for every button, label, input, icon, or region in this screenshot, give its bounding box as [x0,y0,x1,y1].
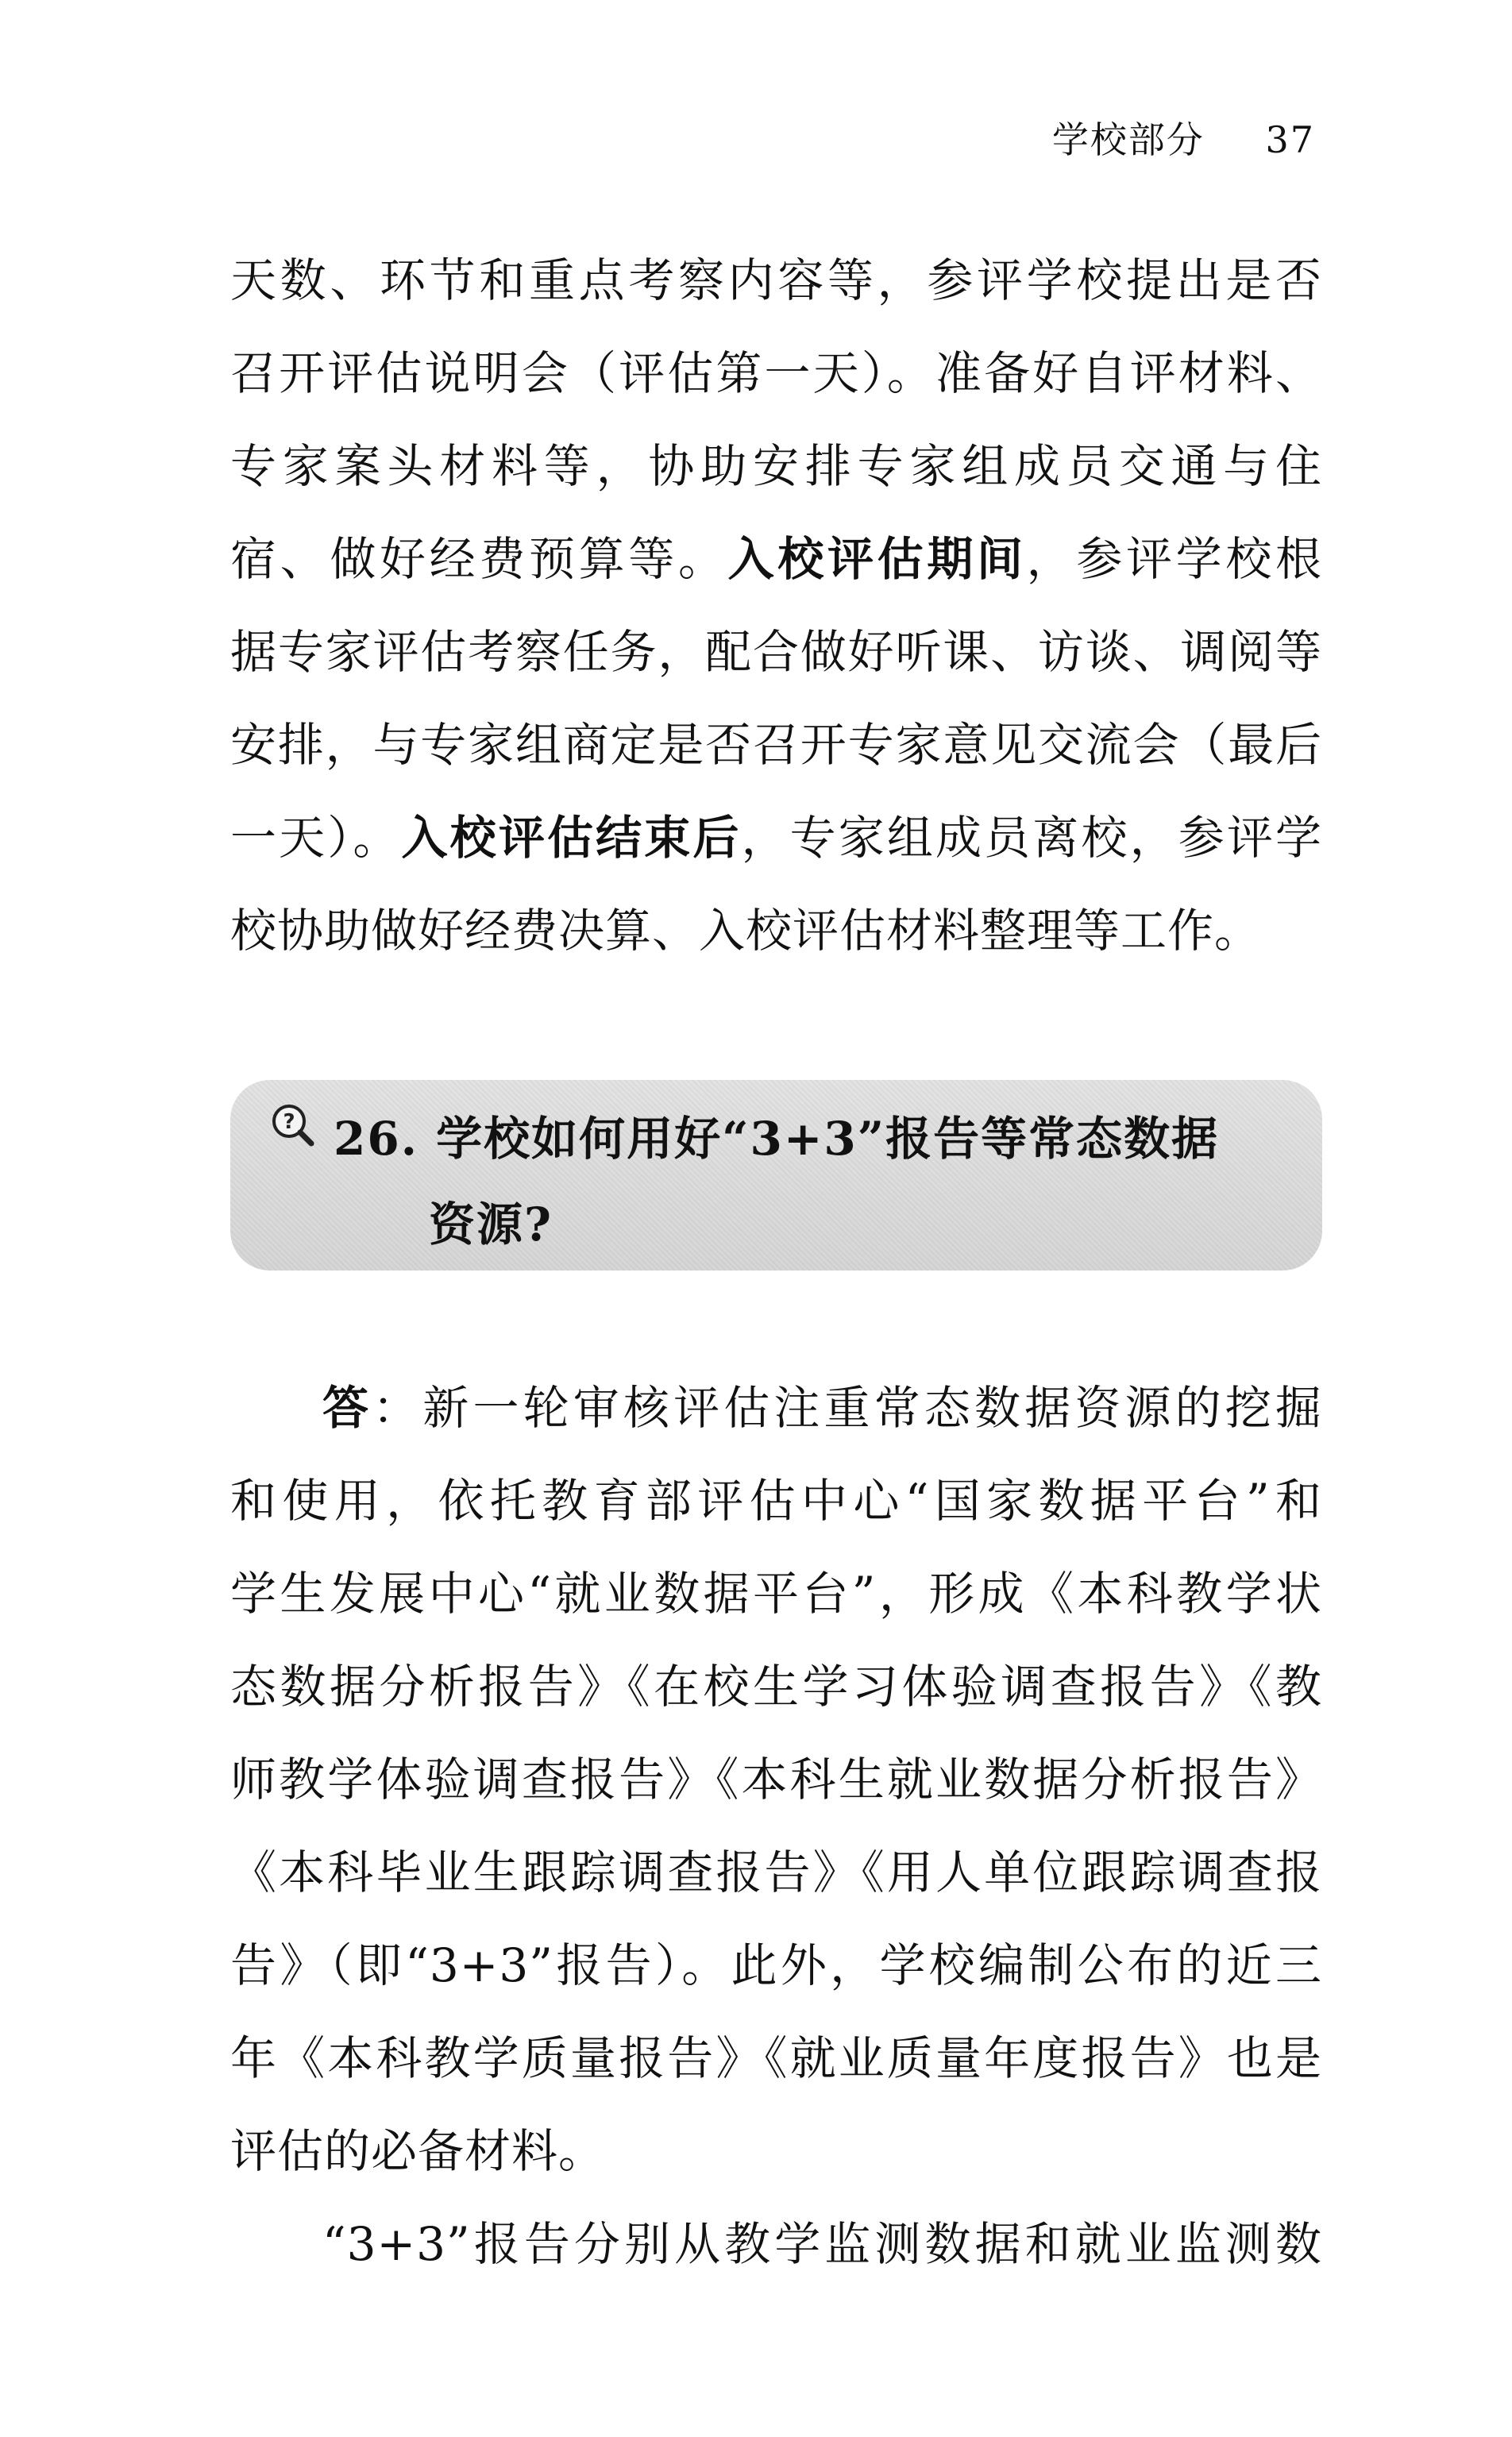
question-line-2: 资源? [429,1197,553,1251]
text-line: 天数、环节和重点考察内容等，参评学校提出是否 [230,253,1322,307]
text-line: 校协助做好经费决算、入校评估材料整理等工作。 [230,904,1262,958]
text-line: 告》（即“3+3”报告）。此外，学校编制公布的近三 [230,1938,1322,1992]
answer-paragraph [230,1362,1322,2291]
svg-text:?: ? [283,1110,295,1134]
text-line: 态数据分析报告》《在校生学习体验调查报告》《教 [230,1660,1322,1714]
text-run: ，参评学校根 [1026,532,1322,586]
answer-colon: ： [372,1381,423,1435]
text-line: 安排，与专家组商定是否召开专家意见交流会（最后 [230,718,1322,772]
text-line-mixed [230,792,1322,885]
question-magnifier-icon [270,1102,314,1147]
running-header [1052,111,1315,164]
page-number: 37 [1265,118,1315,161]
bold-phrase: 入校评估结束后 [401,811,742,865]
text-line: 评估的必备材料。 [230,2124,606,2178]
text-run: 新一轮审核评估注重常态数据资源的挖掘 [422,1381,1322,1435]
text-line: 据专家评估考察任务，配合做好听课、访谈、调阅等 [230,625,1322,679]
text-line: 召开评估说明会（评估第一天）。准备好自评材料、 [230,346,1322,400]
text-line: 师教学体验调查报告》《本科生就业数据分析报告》 [230,1753,1322,1807]
answer-label: 答 [322,1381,373,1435]
paragraph-top [230,234,1322,977]
section-title: 学校部分 [1051,118,1205,161]
text-line: 学生发展中心“就业数据平台”，形成《本科教学状 [230,1567,1322,1621]
text-run: 一天）。 [230,811,402,865]
text-line-mixed [230,1362,1322,1455]
text-line: 年《本科教学质量报告》《就业质量年度报告》也是 [230,2031,1322,2085]
bold-phrase: 入校评估期间 [727,532,1027,586]
question-box [230,1080,1322,1271]
text-line-mixed [230,513,1322,606]
text-line: “3+3”报告分别从教学监测数据和就业监测数 [322,2217,1322,2271]
text-line: 和使用，依托教育部评估中心“国家数据平台”和 [230,1474,1322,1528]
text-run: ，专家组成员离校，参评学 [741,811,1322,865]
text-line: 《本科毕业生跟踪调查报告》《用人单位跟踪调查报 [230,1845,1322,1899]
text-line: 专家案头材料等，协助安排专家组成员交通与住 [230,439,1322,493]
text-run: 宿、做好经费预算等。 [230,532,728,586]
question-title [334,1096,1298,1267]
question-line-1: 26. 学校如何用好“3+3”报告等常态数据 [334,1112,1220,1166]
